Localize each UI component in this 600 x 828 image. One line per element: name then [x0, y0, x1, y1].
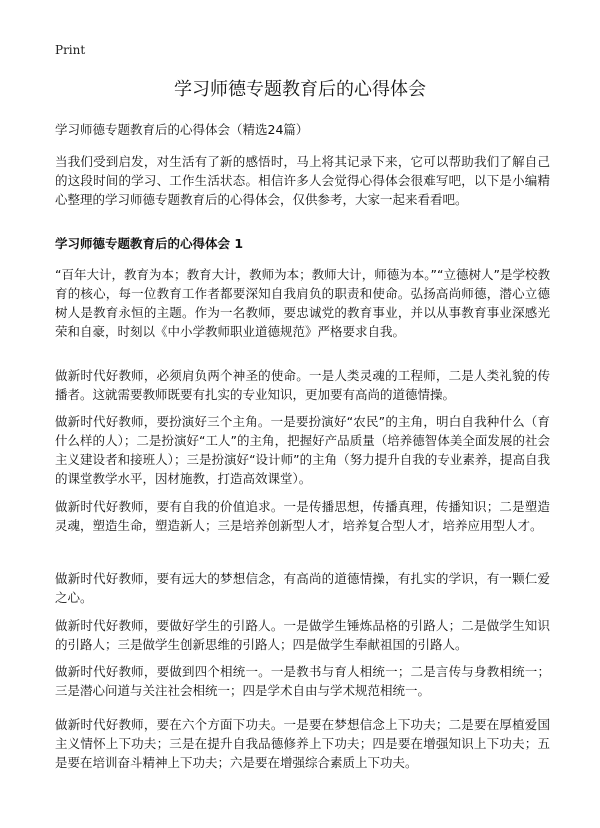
body-paragraph-3: 做新时代好教师，要扮演好三个主角。一是要扮演好“农民”的主角，明白自我种什么（育什么样的人）；二是扮演好“工人”的主角，把握好产品质量（培养德智体美全面发展的社会主义建设者和接班人）；三是扮演好“设计师”的主角（努力提升自我的专业素养，提高自我的课堂教学水平，因材施教，打造高效课堂）。: [55, 414, 550, 486]
body-paragraph-4: 做新时代好教师，要有自我的价值追求。一是传播思想，传播真理，传播知识；二是塑造灵魂，塑造生命，塑造新人；三是培养创新型人才，培养复合型人才，培养应用型人才。: [55, 499, 550, 533]
page-title: 学习师德专题教育后的心得体会: [174, 79, 426, 100]
print-link[interactable]: Print: [55, 43, 86, 57]
intro-paragraph: 当我们受到启发，对生活有了新的感悟时，马上将其记录下来，它可以帮助我们了解自己的这段时间的学习、工作生活状态。相信许多人会觉得心得体会很难写吧，以下是小编精心整理的学习师德专题教育后的心得体会，仅供参考，大家一起来看看吧。: [55, 154, 550, 207]
body-paragraph-1: “百年大计，教育为本；教育大计，教师为本；教师大计，师德为本。”“立德树人”是学校教育的核心，每一位教育工作者都要深知自我肩负的职责和使命。弘扬高尚师德，潜心立德树人是教育永恒的主题。作为一名教师，要忠诚党的教育事业，并以从事教育事业深感光荣和自豪，时刻以《中小学教师职业道德规范》严格要求自我。: [55, 267, 550, 339]
body-paragraph-2: 做新时代好教师，必须肩负两个神圣的使命。一是人类灵魂的工程师，二是人类礼貌的传播者。这就需要教师既要有扎实的专业知识，更加要有高尚的道德情操。: [55, 368, 550, 402]
body-paragraph-6: 做新时代好教师，要做好学生的引路人。一是做学生锤炼品格的引路人；二是做学生知识的引路人；三是做学生创新思维的引路人；四是做学生奉献祖国的引路人。: [55, 618, 550, 652]
body-paragraph-7: 做新时代好教师，要做到四个相统一。一是教书与育人相统一；二是言传与身教相统一；三是潜心问道与关注社会相统一；四是学术自由与学术规范相统一。: [55, 664, 550, 698]
document-subtitle: 学习师德专题教育后的心得体会（精选24篇）: [55, 122, 309, 137]
body-paragraph-5: 做新时代好教师，要有远大的梦想信念，有高尚的道德情操，有扎实的学识，有一颗仁爱之心。: [55, 571, 550, 605]
body-paragraph-8: 做新时代好教师，要在六个方面下功夫。一是要在梦想信念上下功夫；二是要在厚植爱国主义情怀上下功夫；三是在提升自我品德修养上下功夫；四是要在增强知识上下功夫；五是要在培训奋斗精神上下功夫；六是要在增强综合素质上下功夫。: [55, 717, 550, 770]
section-heading: 学习师德专题教育后的心得体会 1: [55, 236, 244, 251]
